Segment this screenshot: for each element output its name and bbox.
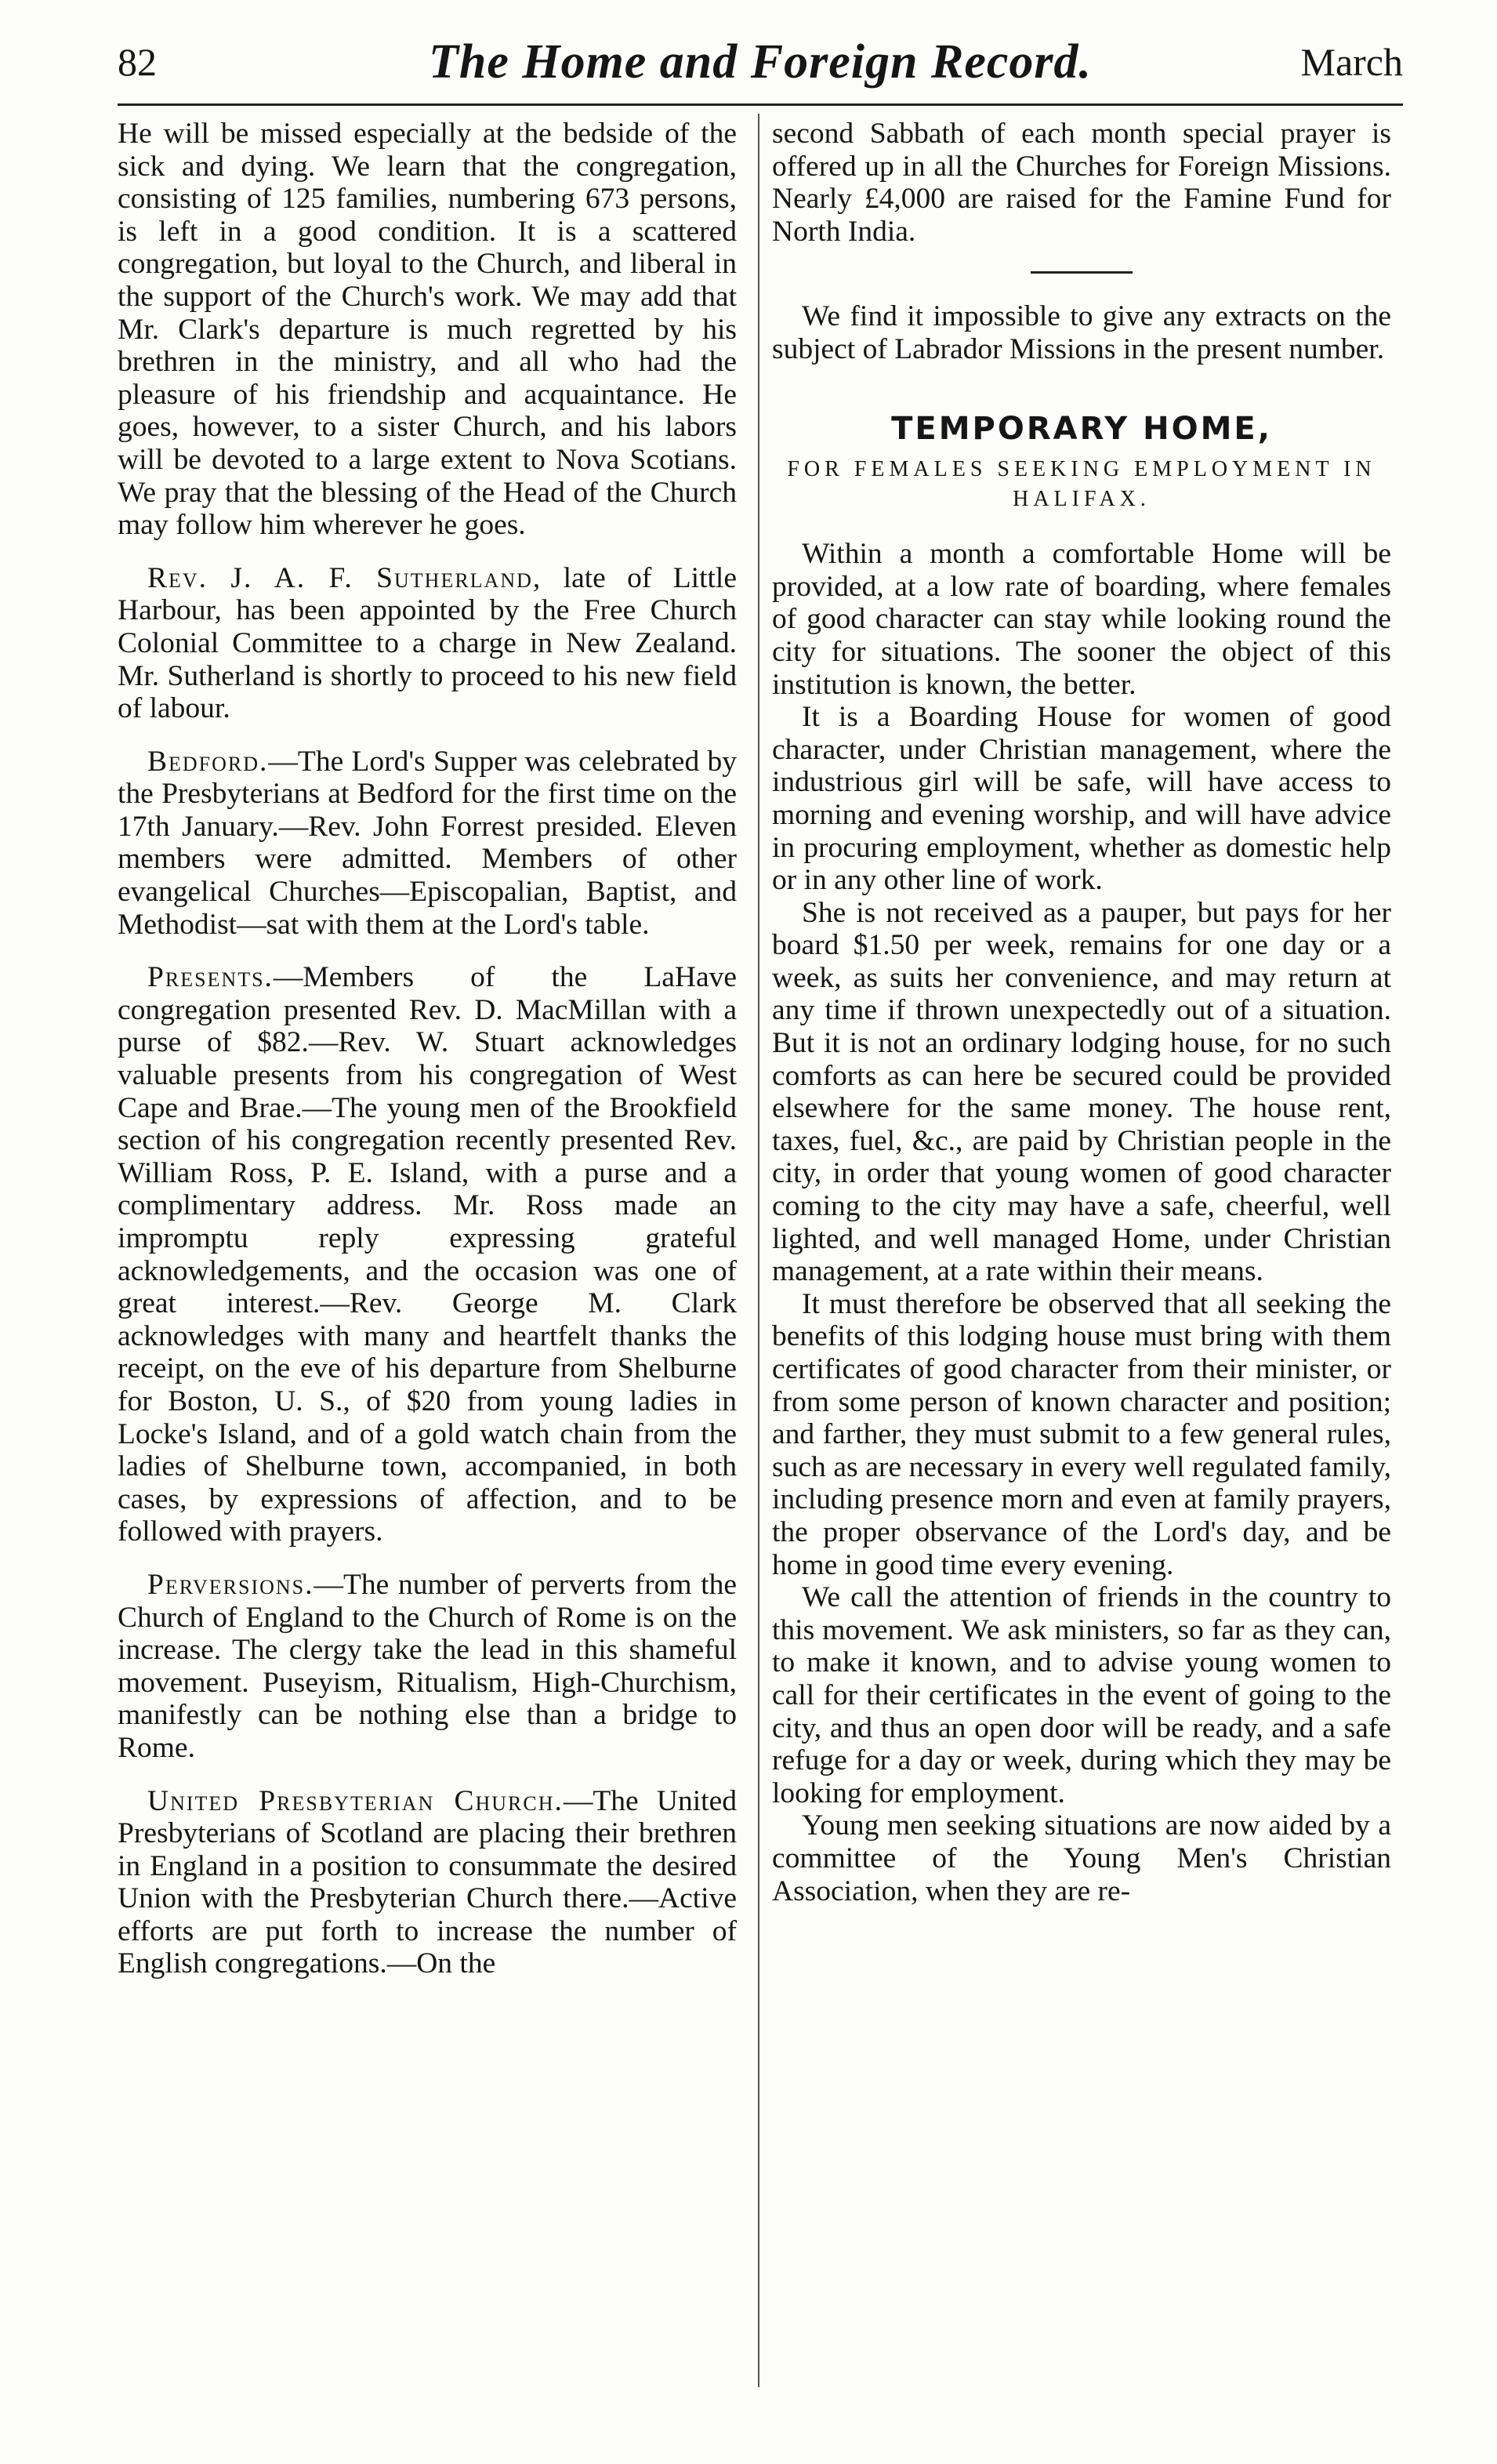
header-rule <box>118 103 1403 106</box>
lead-united-presbyterian: United Presbyterian Church. <box>147 1784 564 1817</box>
article-heading: TEMPORARY HOME, <box>891 410 1272 447</box>
text-perversions: —The number of perverts from the Church of England to the Church of Rome is on the increase. The clergy take the lead in this shameful movement. Puseyism, Ritualism, High-Churchism, manifestly can be nothing else than a bridge to Rome. <box>118 1568 737 1764</box>
issue-month: March <box>1300 40 1403 84</box>
paragraph-not-pauper: She is not received as a pauper, but pays for her board $1.50 per week, remains for one day or a week, as suits her convenience, and may return at any time if thrown unexpectedly out of a situation. But it is not an ordinary lodging house, for no such comforts as can here be secured could be provided elsewhere for the same money. The house rent, taxes, fuel, &c., are paid by Christian people in the city, in order that young women of good character coming to the city may have a safe, cheerful, well lighted, and well managed Home, under Christian management, at a rate within their means. <box>772 896 1391 1288</box>
left-column <box>118 118 737 1980</box>
section-separator <box>1031 271 1133 274</box>
article-subheading: FOR FEMALES SEEKING EMPLOYMENT IN HALIFAX. <box>787 457 1376 512</box>
running-header <box>118 31 1403 94</box>
page-number: 82 <box>118 40 157 84</box>
paragraph-perversions <box>118 1569 737 1765</box>
lead-presents: Presents. <box>147 961 274 994</box>
paragraph-clark-continued: He will be missed especially at the bedside of the sick and dying. We learn that the congregation, consisting of 125 families, numbering 673 persons, is left in a good condition. It is a scattered congregation, but loyal to the Church, and liberal in the support of the Church's work. We may add that Mr. Clark's departure is much regretted by his brethren in the ministry, and all who had the pleasure of his friendship and acquaintance. He goes, however, to a sister Church, and his labors will be devoted to a large extent to Nova Scotians. We pray that the blessing of the Head of the Church may follow him wherever he goes. <box>118 118 737 542</box>
text-sutherland: late of Little Harbour, has been appointed by the Free Church Colonial Committee to a charge in New Zealand. Mr. Sutherland is shortly to proceed to his new field of labour. <box>118 561 738 725</box>
publication-title: The Home and Foreign Record. <box>428 35 1093 89</box>
lead-bedford: Bedford. <box>147 745 269 778</box>
column-divider <box>758 114 759 2387</box>
lead-sutherland: Rev. J. A. F. Sutherland, <box>147 561 542 594</box>
paragraph-friends-attention: We call the attention of friends in the country to this movement. We ask ministers, so far as they can, to make it known, and to advise young women to call for their certificates in the event of going to the city, and thus an open door will be ready, and a safe refuge for a day or week, during which they may be looking for employment. <box>772 1581 1391 1809</box>
paragraph-home-intro: Within a month a comfortable Home will be provided, at a low rate of boarding, where females of good character can stay while looking round the city for situations. The sooner the object of this institution is known, the better. <box>772 538 1391 701</box>
paragraph-presents <box>118 961 737 1548</box>
text-united-presbyterian: —The United Presbyterians of Scotland are placing their brethren in England in a position to consummate the desired Union with the Presbyterian Church there.—Active efforts are put forth to increase the number of English congregations.—On the <box>118 1784 737 1980</box>
paragraph-labrador: We find it impossible to give any extracts on the subject of Labrador Missions in the present number. <box>772 300 1391 365</box>
paragraph-united-presbyterian <box>118 1785 737 1981</box>
paragraph-bedford <box>118 746 737 942</box>
text-bedford: —The Lord's Supper was celebrated by the Presbyterians at Bedford for the first time on the 17th January.—Rev. John Forrest presided. Eleven members were admitted. Members of other evangelical Churches—Episcopalian, Baptist, and Methodist—sat with them at the Lord's table. <box>118 745 737 941</box>
text-presents: —Members of the LaHave congregation presented Rev. D. MacMillan with a purse of $82.—Rev. W. Stuart acknowledges valuable presents from his congregation of West Cape and Brae.—The young men of the Brookfield section of his congregation recently presented Rev. William Ross, P. E. Island, with a purse and a complimentary address. Mr. Ross made an impromptu reply expressing grateful acknowledgements, and the occasion was one of great interest.—Rev. George M. Clark acknowledges with many and heartfelt thanks the receipt, on the eve of his departure from Shelburne for Boston, U. S., of $20 from young ladies in Locke's Island, and of a gold watch chain from the ladies of Shelburne town, accompanied, in both cases, by expressions of affection, and to be followed with prayers. <box>118 961 737 1548</box>
right-column <box>772 118 1391 1907</box>
paragraph-foreign-missions: second Sabbath of each month special prayer is offered up in all the Churches for Foreign Missions. Nearly £4,000 are raised for the Famine Fund for North India. <box>772 118 1391 248</box>
paragraph-sutherland <box>118 562 737 725</box>
paragraph-young-men: Young men seeking situations are now aided by a committee of the Young Men's Christian Association, when they are re- <box>772 1809 1391 1907</box>
paragraph-boarding-house: It is a Boarding House for women of good character, under Christian management, where the industrious girl will be safe, will have access to morning and evening worship, and will have advice in procuring employment, whether as domestic help or in any other line of work. <box>772 701 1391 897</box>
paragraph-certificates: It must therefore be observed that all seeking the benefits of this lodging house must bring with them certificates of good character from their minister, or from some person of known character and position; and farther, they must submit to a few general rules, such as are necessary in every well regulated family, including presence morn and even at family prayers, the proper observance of the Lord's day, and be home in good time every evening. <box>772 1287 1391 1581</box>
lead-perversions: Perversions. <box>147 1568 314 1601</box>
